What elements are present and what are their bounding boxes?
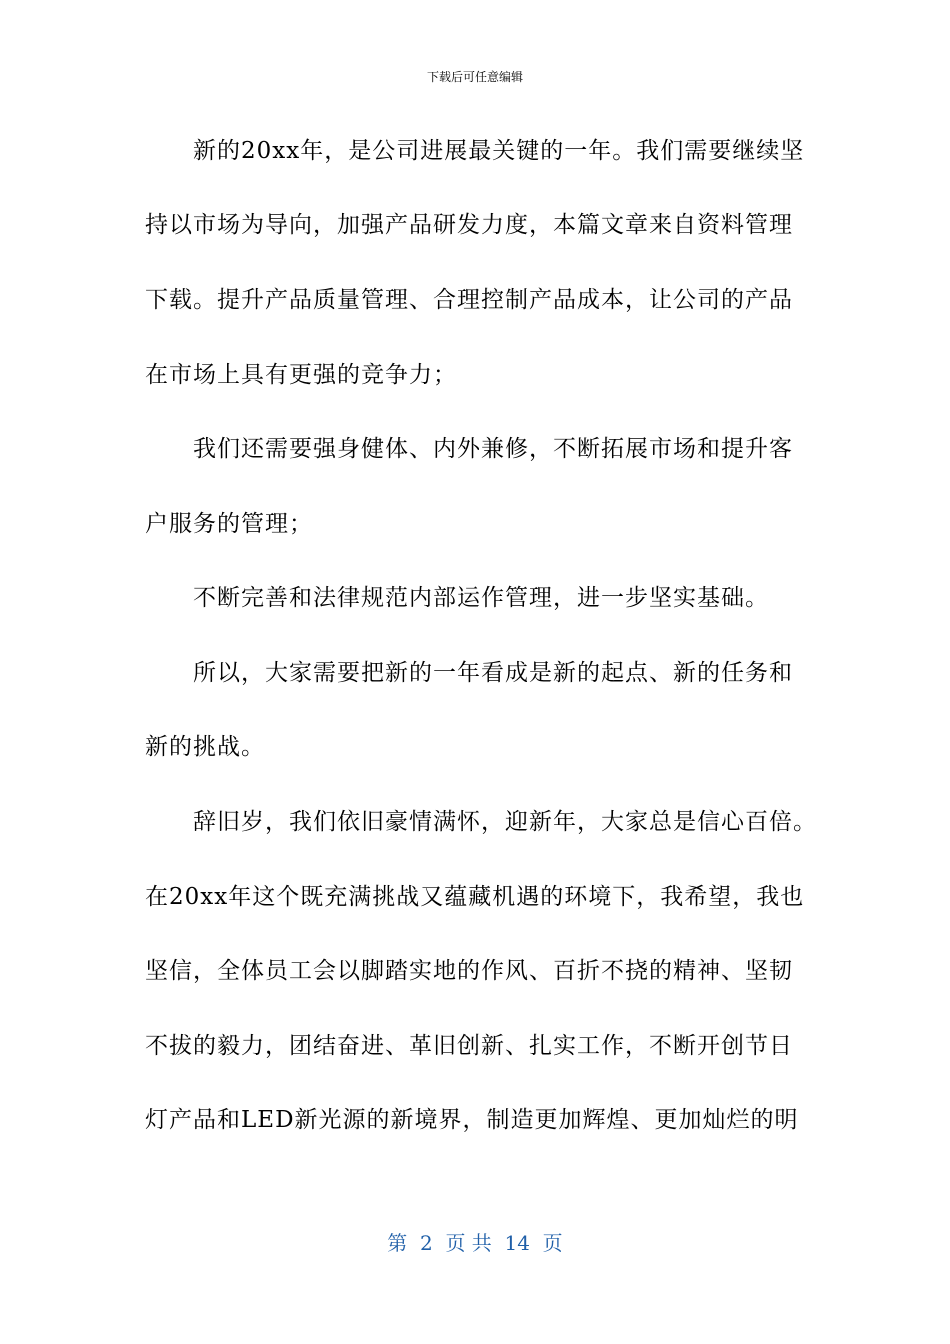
paragraph-line: 我们还需要强身健体、内外兼修，不断拓展市场和提升客 bbox=[193, 436, 793, 462]
paragraph-line: 新的挑战。 bbox=[145, 734, 265, 760]
paragraph-line: 不拔的毅力，团结奋进、革旧创新、扎实工作，不断开创节日 bbox=[145, 1033, 793, 1059]
paragraph-line: 灯产品和LED新光源的新境界，制造更加辉煌、更加灿烂的明 bbox=[145, 1107, 799, 1133]
paragraph-line: 持以市场为导向，加强产品研发力度，本篇文章来自资料管理 bbox=[145, 212, 793, 238]
paragraph-line: 不断完善和法律规范内部运作管理，进一步坚实基础。 bbox=[193, 585, 769, 611]
paragraph-line: 新的20xx年，是公司进展最关键的一年。我们需要继续坚 bbox=[193, 138, 805, 164]
paragraph-line: 所以，大家需要把新的一年看成是新的起点、新的任务和 bbox=[193, 660, 793, 686]
page-header: 下载后可任意编辑 bbox=[426, 70, 523, 84]
paragraph-line: 下载。提升产品质量管理、合理控制产品成本，让公司的产品 bbox=[145, 287, 793, 313]
paragraph-line: 在市场上具有更强的竞争力； bbox=[145, 362, 457, 388]
paragraph-line: 坚信，全体员工会以脚踏实地的作风、百折不挠的精神、坚韧 bbox=[145, 958, 793, 984]
page-number-footer: 第 2 页 共 14 页 bbox=[387, 1231, 563, 1255]
paragraph-line: 户服务的管理； bbox=[145, 511, 313, 537]
paragraph-line: 在20xx年这个既充满挑战又蕴藏机遇的环境下，我希望，我也 bbox=[145, 884, 805, 910]
paragraph-line: 辞旧岁，我们依旧豪情满怀，迎新年，大家总是信心百倍。 bbox=[193, 809, 817, 835]
